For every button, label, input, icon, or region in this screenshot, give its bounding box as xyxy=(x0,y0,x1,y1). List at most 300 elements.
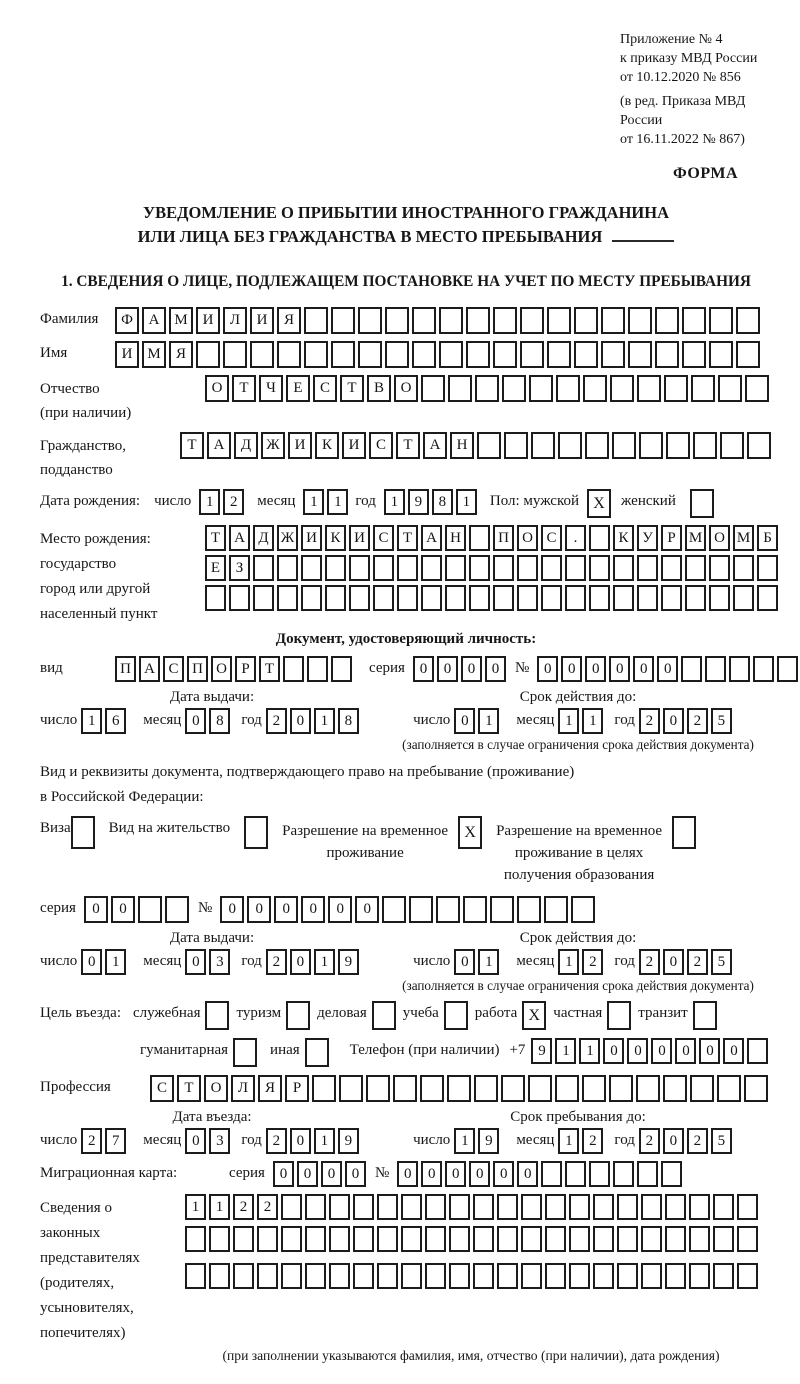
char-cell[interactable] xyxy=(693,432,717,459)
char-cell[interactable] xyxy=(713,1263,734,1289)
char-cell[interactable]: 2 xyxy=(266,1128,287,1154)
char-cell[interactable] xyxy=(777,656,798,682)
char-cell[interactable]: 0 xyxy=(445,1161,466,1187)
char-cell[interactable] xyxy=(209,1226,230,1252)
char-cell[interactable] xyxy=(661,1161,682,1187)
char-cell[interactable]: Е xyxy=(286,375,310,402)
char-cell[interactable] xyxy=(253,585,274,611)
char-cell[interactable]: 2 xyxy=(223,489,244,515)
char-cell[interactable]: О xyxy=(394,375,418,402)
char-cell[interactable] xyxy=(425,1194,446,1220)
char-cell[interactable] xyxy=(385,307,409,334)
char-cell[interactable] xyxy=(497,1194,518,1220)
char-cell[interactable] xyxy=(747,432,771,459)
char-cell[interactable]: З xyxy=(229,555,250,581)
char-cell[interactable]: 0 xyxy=(321,1161,342,1187)
char-cell[interactable] xyxy=(281,1194,302,1220)
char-cell[interactable] xyxy=(277,585,298,611)
char-cell[interactable] xyxy=(589,555,610,581)
char-cell[interactable] xyxy=(545,1226,566,1252)
char-cell[interactable]: У xyxy=(637,525,658,551)
char-cell[interactable]: А xyxy=(139,656,160,682)
char-cell[interactable]: О xyxy=(517,525,538,551)
char-cell[interactable] xyxy=(737,1263,758,1289)
char-cell[interactable] xyxy=(593,1226,614,1252)
female-checkbox[interactable] xyxy=(690,489,714,518)
char-cell[interactable]: 0 xyxy=(633,656,654,682)
char-cell[interactable] xyxy=(628,341,652,368)
char-cell[interactable] xyxy=(531,432,555,459)
char-cell[interactable] xyxy=(301,585,322,611)
char-cell[interactable] xyxy=(639,432,663,459)
char-cell[interactable]: 1 xyxy=(314,1128,335,1154)
char-cell[interactable] xyxy=(521,1226,542,1252)
char-cell[interactable] xyxy=(209,1263,230,1289)
char-cell[interactable]: Я xyxy=(169,341,193,368)
char-cell[interactable] xyxy=(528,1075,552,1102)
char-cell[interactable]: 5 xyxy=(711,708,732,734)
char-cell[interactable]: П xyxy=(493,525,514,551)
char-cell[interactable] xyxy=(449,1194,470,1220)
char-cell[interactable] xyxy=(617,1194,638,1220)
char-cell[interactable] xyxy=(613,555,634,581)
char-cell[interactable] xyxy=(558,432,582,459)
char-cell[interactable] xyxy=(729,656,750,682)
char-cell[interactable]: О xyxy=(204,1075,228,1102)
char-cell[interactable] xyxy=(753,656,774,682)
char-cell[interactable] xyxy=(521,1263,542,1289)
char-cell[interactable]: 2 xyxy=(257,1194,278,1220)
char-cell[interactable]: 0 xyxy=(469,1161,490,1187)
purpose-humanitarian-checkbox[interactable] xyxy=(233,1038,257,1067)
char-cell[interactable] xyxy=(583,375,607,402)
char-cell[interactable] xyxy=(661,555,682,581)
char-cell[interactable]: 1 xyxy=(555,1038,576,1064)
char-cell[interactable]: К xyxy=(325,525,346,551)
char-cell[interactable]: 0 xyxy=(609,656,630,682)
char-cell[interactable]: 1 xyxy=(105,949,126,975)
char-cell[interactable] xyxy=(307,656,328,682)
char-cell[interactable]: 0 xyxy=(220,896,244,923)
char-cell[interactable]: Е xyxy=(205,555,226,581)
char-cell[interactable] xyxy=(637,375,661,402)
char-cell[interactable] xyxy=(497,1226,518,1252)
char-cell[interactable] xyxy=(421,375,445,402)
char-cell[interactable]: 0 xyxy=(297,1161,318,1187)
char-cell[interactable]: Н xyxy=(445,525,466,551)
char-cell[interactable]: 1 xyxy=(579,1038,600,1064)
char-cell[interactable] xyxy=(502,375,526,402)
char-cell[interactable] xyxy=(589,525,610,551)
char-cell[interactable] xyxy=(517,585,538,611)
char-cell[interactable] xyxy=(665,1263,686,1289)
char-cell[interactable]: 1 xyxy=(209,1194,230,1220)
char-cell[interactable]: Д xyxy=(253,525,274,551)
char-cell[interactable]: К xyxy=(315,432,339,459)
char-cell[interactable] xyxy=(664,375,688,402)
char-cell[interactable] xyxy=(301,555,322,581)
char-cell[interactable] xyxy=(436,896,460,923)
char-cell[interactable] xyxy=(529,375,553,402)
char-cell[interactable]: 1 xyxy=(558,949,579,975)
char-cell[interactable] xyxy=(547,341,571,368)
char-cell[interactable] xyxy=(358,307,382,334)
char-cell[interactable]: Л xyxy=(223,307,247,334)
char-cell[interactable] xyxy=(613,585,634,611)
char-cell[interactable] xyxy=(397,585,418,611)
char-cell[interactable]: Т xyxy=(177,1075,201,1102)
char-cell[interactable] xyxy=(617,1226,638,1252)
char-cell[interactable]: 0 xyxy=(290,1128,311,1154)
char-cell[interactable]: 0 xyxy=(585,656,606,682)
char-cell[interactable]: 0 xyxy=(603,1038,624,1064)
char-cell[interactable]: . xyxy=(565,525,586,551)
char-cell[interactable] xyxy=(250,341,274,368)
char-cell[interactable] xyxy=(641,1263,662,1289)
char-cell[interactable] xyxy=(589,585,610,611)
char-cell[interactable] xyxy=(425,1226,446,1252)
char-cell[interactable]: 0 xyxy=(413,656,434,682)
char-cell[interactable]: А xyxy=(142,307,166,334)
char-cell[interactable] xyxy=(665,1226,686,1252)
char-cell[interactable] xyxy=(475,375,499,402)
char-cell[interactable] xyxy=(358,341,382,368)
char-cell[interactable]: 0 xyxy=(663,1128,684,1154)
char-cell[interactable] xyxy=(685,555,706,581)
char-cell[interactable] xyxy=(501,1075,525,1102)
char-cell[interactable]: С xyxy=(150,1075,174,1102)
char-cell[interactable] xyxy=(331,656,352,682)
char-cell[interactable]: Ж xyxy=(277,525,298,551)
char-cell[interactable]: А xyxy=(421,525,442,551)
char-cell[interactable]: Т xyxy=(259,656,280,682)
char-cell[interactable] xyxy=(165,896,189,923)
char-cell[interactable] xyxy=(366,1075,390,1102)
purpose-business-checkbox[interactable] xyxy=(372,1001,396,1030)
char-cell[interactable] xyxy=(463,896,487,923)
char-cell[interactable] xyxy=(401,1226,422,1252)
char-cell[interactable] xyxy=(401,1194,422,1220)
char-cell[interactable]: 0 xyxy=(185,1128,206,1154)
char-cell[interactable]: 0 xyxy=(290,708,311,734)
char-cell[interactable] xyxy=(473,1263,494,1289)
char-cell[interactable]: 2 xyxy=(81,1128,102,1154)
char-cell[interactable] xyxy=(439,341,463,368)
char-cell[interactable] xyxy=(569,1263,590,1289)
char-cell[interactable]: 0 xyxy=(111,896,135,923)
char-cell[interactable]: 1 xyxy=(327,489,348,515)
char-cell[interactable]: 0 xyxy=(663,949,684,975)
char-cell[interactable] xyxy=(377,1263,398,1289)
purpose-study-checkbox[interactable] xyxy=(444,1001,468,1030)
char-cell[interactable] xyxy=(449,1226,470,1252)
char-cell[interactable]: 0 xyxy=(81,949,102,975)
char-cell[interactable] xyxy=(589,1161,610,1187)
char-cell[interactable] xyxy=(229,585,250,611)
char-cell[interactable] xyxy=(545,1263,566,1289)
char-cell[interactable]: 1 xyxy=(185,1194,206,1220)
char-cell[interactable] xyxy=(385,341,409,368)
char-cell[interactable]: М xyxy=(169,307,193,334)
char-cell[interactable] xyxy=(412,307,436,334)
char-cell[interactable]: 1 xyxy=(478,949,499,975)
char-cell[interactable] xyxy=(637,1161,658,1187)
char-cell[interactable]: 9 xyxy=(338,1128,359,1154)
char-cell[interactable]: 0 xyxy=(627,1038,648,1064)
char-cell[interactable]: 0 xyxy=(517,1161,538,1187)
char-cell[interactable] xyxy=(718,375,742,402)
char-cell[interactable] xyxy=(373,555,394,581)
char-cell[interactable] xyxy=(685,585,706,611)
char-cell[interactable]: 8 xyxy=(338,708,359,734)
char-cell[interactable]: М xyxy=(733,525,754,551)
char-cell[interactable]: 0 xyxy=(454,949,475,975)
char-cell[interactable]: 2 xyxy=(687,708,708,734)
char-cell[interactable]: 0 xyxy=(461,656,482,682)
char-cell[interactable] xyxy=(757,555,778,581)
char-cell[interactable] xyxy=(601,307,625,334)
char-cell[interactable] xyxy=(545,1194,566,1220)
char-cell[interactable] xyxy=(517,896,541,923)
char-cell[interactable]: 0 xyxy=(247,896,271,923)
char-cell[interactable]: 1 xyxy=(456,489,477,515)
char-cell[interactable]: Т xyxy=(180,432,204,459)
char-cell[interactable]: 0 xyxy=(485,656,506,682)
char-cell[interactable] xyxy=(713,1226,734,1252)
char-cell[interactable]: Ж xyxy=(261,432,285,459)
char-cell[interactable] xyxy=(661,585,682,611)
char-cell[interactable]: 0 xyxy=(185,949,206,975)
purpose-private-checkbox[interactable] xyxy=(607,1001,631,1030)
char-cell[interactable] xyxy=(469,555,490,581)
char-cell[interactable]: 1 xyxy=(558,708,579,734)
char-cell[interactable]: 0 xyxy=(651,1038,672,1064)
char-cell[interactable] xyxy=(747,1038,768,1064)
char-cell[interactable]: 2 xyxy=(639,708,660,734)
purpose-work-checkbox[interactable]: X xyxy=(522,1001,546,1030)
char-cell[interactable] xyxy=(469,585,490,611)
char-cell[interactable] xyxy=(609,1075,633,1102)
char-cell[interactable] xyxy=(331,307,355,334)
char-cell[interactable]: П xyxy=(115,656,136,682)
char-cell[interactable] xyxy=(709,307,733,334)
char-cell[interactable]: 5 xyxy=(711,949,732,975)
char-cell[interactable]: 9 xyxy=(408,489,429,515)
char-cell[interactable] xyxy=(304,341,328,368)
char-cell[interactable]: 9 xyxy=(338,949,359,975)
char-cell[interactable] xyxy=(493,555,514,581)
purpose-transit-checkbox[interactable] xyxy=(693,1001,717,1030)
char-cell[interactable]: 5 xyxy=(711,1128,732,1154)
char-cell[interactable]: О xyxy=(211,656,232,682)
char-cell[interactable]: А xyxy=(423,432,447,459)
char-cell[interactable]: Т xyxy=(232,375,256,402)
char-cell[interactable]: Р xyxy=(285,1075,309,1102)
char-cell[interactable] xyxy=(493,585,514,611)
char-cell[interactable]: Т xyxy=(205,525,226,551)
char-cell[interactable]: 0 xyxy=(561,656,582,682)
char-cell[interactable] xyxy=(312,1075,336,1102)
char-cell[interactable] xyxy=(353,1263,374,1289)
visa-checkbox[interactable] xyxy=(71,816,95,849)
char-cell[interactable] xyxy=(281,1226,302,1252)
char-cell[interactable] xyxy=(474,1075,498,1102)
char-cell[interactable]: 2 xyxy=(687,949,708,975)
char-cell[interactable]: Т xyxy=(340,375,364,402)
char-cell[interactable] xyxy=(689,1226,710,1252)
char-cell[interactable] xyxy=(497,1263,518,1289)
char-cell[interactable]: 0 xyxy=(421,1161,442,1187)
char-cell[interactable]: 0 xyxy=(657,656,678,682)
char-cell[interactable] xyxy=(541,555,562,581)
char-cell[interactable]: 9 xyxy=(478,1128,499,1154)
char-cell[interactable] xyxy=(421,585,442,611)
char-cell[interactable] xyxy=(565,1161,586,1187)
char-cell[interactable]: Р xyxy=(661,525,682,551)
char-cell[interactable]: 0 xyxy=(328,896,352,923)
char-cell[interactable] xyxy=(205,585,226,611)
char-cell[interactable]: О xyxy=(205,375,229,402)
char-cell[interactable] xyxy=(447,1075,471,1102)
char-cell[interactable]: 2 xyxy=(639,949,660,975)
char-cell[interactable] xyxy=(353,1194,374,1220)
char-cell[interactable] xyxy=(541,585,562,611)
char-cell[interactable] xyxy=(745,375,769,402)
char-cell[interactable]: Я xyxy=(277,307,301,334)
char-cell[interactable]: 2 xyxy=(687,1128,708,1154)
char-cell[interactable]: 0 xyxy=(699,1038,720,1064)
char-cell[interactable]: М xyxy=(142,341,166,368)
char-cell[interactable] xyxy=(565,555,586,581)
char-cell[interactable]: 0 xyxy=(274,896,298,923)
char-cell[interactable]: И xyxy=(288,432,312,459)
char-cell[interactable] xyxy=(737,1194,758,1220)
char-cell[interactable] xyxy=(420,1075,444,1102)
char-cell[interactable] xyxy=(257,1263,278,1289)
char-cell[interactable] xyxy=(305,1263,326,1289)
char-cell[interactable] xyxy=(490,896,514,923)
char-cell[interactable]: 0 xyxy=(723,1038,744,1064)
char-cell[interactable] xyxy=(233,1263,254,1289)
char-cell[interactable] xyxy=(283,656,304,682)
char-cell[interactable]: 3 xyxy=(209,949,230,975)
char-cell[interactable] xyxy=(601,341,625,368)
char-cell[interactable]: П xyxy=(187,656,208,682)
char-cell[interactable] xyxy=(412,341,436,368)
char-cell[interactable]: 1 xyxy=(558,1128,579,1154)
char-cell[interactable]: С xyxy=(369,432,393,459)
char-cell[interactable]: С xyxy=(163,656,184,682)
char-cell[interactable] xyxy=(445,555,466,581)
char-cell[interactable] xyxy=(469,525,490,551)
char-cell[interactable] xyxy=(556,375,580,402)
char-cell[interactable]: Л xyxy=(231,1075,255,1102)
char-cell[interactable] xyxy=(401,1263,422,1289)
char-cell[interactable] xyxy=(571,896,595,923)
char-cell[interactable]: И xyxy=(115,341,139,368)
temp-residence-education-checkbox[interactable] xyxy=(672,816,696,849)
char-cell[interactable] xyxy=(709,341,733,368)
char-cell[interactable] xyxy=(610,375,634,402)
char-cell[interactable] xyxy=(493,307,517,334)
char-cell[interactable] xyxy=(628,307,652,334)
char-cell[interactable]: 1 xyxy=(478,708,499,734)
char-cell[interactable] xyxy=(733,585,754,611)
char-cell[interactable] xyxy=(655,341,679,368)
temp-residence-checkbox[interactable]: X xyxy=(458,816,482,849)
char-cell[interactable] xyxy=(421,555,442,581)
char-cell[interactable]: 2 xyxy=(266,949,287,975)
char-cell[interactable] xyxy=(665,1194,686,1220)
char-cell[interactable] xyxy=(555,1075,579,1102)
char-cell[interactable]: И xyxy=(349,525,370,551)
char-cell[interactable]: И xyxy=(250,307,274,334)
char-cell[interactable] xyxy=(733,555,754,581)
char-cell[interactable] xyxy=(223,341,247,368)
char-cell[interactable] xyxy=(377,1226,398,1252)
char-cell[interactable]: 1 xyxy=(199,489,220,515)
char-cell[interactable]: И xyxy=(342,432,366,459)
char-cell[interactable] xyxy=(690,1075,714,1102)
char-cell[interactable] xyxy=(305,1194,326,1220)
char-cell[interactable] xyxy=(520,307,544,334)
residence-permit-checkbox[interactable] xyxy=(244,816,268,849)
char-cell[interactable] xyxy=(185,1226,206,1252)
char-cell[interactable]: 0 xyxy=(84,896,108,923)
char-cell[interactable] xyxy=(666,432,690,459)
char-cell[interactable] xyxy=(709,585,730,611)
char-cell[interactable]: Н xyxy=(450,432,474,459)
char-cell[interactable]: Д xyxy=(234,432,258,459)
char-cell[interactable]: С xyxy=(373,525,394,551)
char-cell[interactable] xyxy=(281,1263,302,1289)
char-cell[interactable] xyxy=(466,307,490,334)
char-cell[interactable]: 1 xyxy=(454,1128,475,1154)
char-cell[interactable] xyxy=(612,432,636,459)
char-cell[interactable] xyxy=(663,1075,687,1102)
char-cell[interactable] xyxy=(565,585,586,611)
char-cell[interactable] xyxy=(691,375,715,402)
char-cell[interactable] xyxy=(325,585,346,611)
char-cell[interactable]: 0 xyxy=(454,708,475,734)
char-cell[interactable]: Т xyxy=(396,432,420,459)
char-cell[interactable]: 8 xyxy=(432,489,453,515)
char-cell[interactable]: 8 xyxy=(209,708,230,734)
char-cell[interactable] xyxy=(466,341,490,368)
char-cell[interactable]: 0 xyxy=(397,1161,418,1187)
male-checkbox[interactable]: X xyxy=(587,489,611,518)
char-cell[interactable]: С xyxy=(541,525,562,551)
char-cell[interactable] xyxy=(138,896,162,923)
char-cell[interactable]: 0 xyxy=(290,949,311,975)
char-cell[interactable] xyxy=(504,432,528,459)
char-cell[interactable] xyxy=(353,1226,374,1252)
char-cell[interactable]: С xyxy=(313,375,337,402)
char-cell[interactable]: И xyxy=(301,525,322,551)
char-cell[interactable] xyxy=(521,1194,542,1220)
char-cell[interactable]: 6 xyxy=(105,708,126,734)
char-cell[interactable] xyxy=(520,341,544,368)
char-cell[interactable] xyxy=(233,1226,254,1252)
char-cell[interactable]: Р xyxy=(235,656,256,682)
char-cell[interactable] xyxy=(547,307,571,334)
char-cell[interactable] xyxy=(713,1194,734,1220)
char-cell[interactable]: 2 xyxy=(639,1128,660,1154)
char-cell[interactable] xyxy=(544,896,568,923)
char-cell[interactable] xyxy=(185,1263,206,1289)
char-cell[interactable] xyxy=(720,432,744,459)
char-cell[interactable] xyxy=(439,307,463,334)
